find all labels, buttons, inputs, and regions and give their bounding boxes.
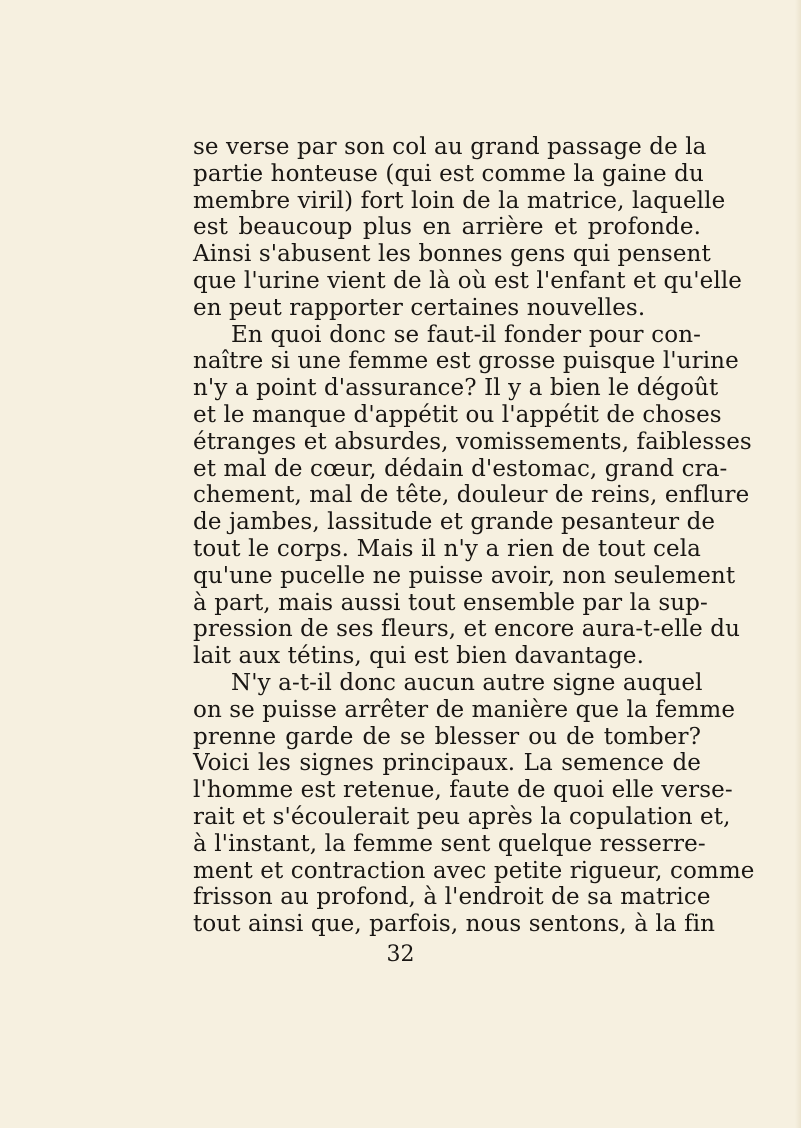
text-line: ment et contraction avec petite rigueur, comme (193, 857, 755, 884)
text-line: on se puisse arrêter de manière que la femme (193, 696, 736, 723)
text-line: chement, mal de tête, douleur de reins, enflure (193, 482, 750, 509)
text-line: N'y a-t-il donc aucun autre signe auquel (231, 669, 703, 696)
text-line: que l'urine vient de là où est l'enfant et qu'elle (193, 267, 742, 294)
text-line: est beaucoup plus en arrière et profonde. (193, 214, 701, 241)
text-line: rait et s'écoulerait peu après la copulation et, (193, 803, 731, 830)
text-line: partie honteuse (qui est comme la gaine du (193, 160, 704, 187)
text-line: pression de ses fleurs, et encore aura-t-elle du (193, 616, 740, 643)
body-text (193, 134, 755, 938)
text-line: l'homme est retenue, faute de quoi elle verse- (193, 777, 733, 804)
text-line: frisson au profond, à l'endroit de sa matrice (193, 884, 711, 911)
text-line: tout ainsi que, parfois, nous sentons, à la fin (193, 911, 716, 938)
text-line: étranges et absurdes, vomissements, faiblesses (193, 428, 752, 455)
text-line: Ainsi s'abusent les bonnes gens qui pensent (193, 241, 711, 268)
text-line: lait aux tétins, qui est bien davantage. (193, 643, 645, 670)
text-line: se verse par son col au grand passage de la (193, 134, 707, 160)
text-line: de jambes, lassitude et grande pesanteur de (193, 509, 716, 536)
text-line: naître si une femme est grosse puisque l'urine (193, 348, 739, 375)
text-line: et mal de cœur, dédain d'estomac, grand cra- (193, 455, 728, 482)
text-line: à l'instant, la femme sent quelque resserre- (193, 830, 706, 857)
text-line: en peut rapporter certaines nouvelles. (193, 294, 646, 321)
text-line: prenne garde de se blesser ou de tomber? (193, 723, 701, 750)
text-line: membre viril) fort loin de la matrice, laquelle (193, 187, 726, 214)
page-number: 32 (386, 942, 415, 967)
text-line: et le manque d'appétit ou l'appétit de choses (193, 401, 722, 428)
text-line: n'y a point d'assurance? Il y a bien le dégoût (193, 375, 719, 402)
text-line: En quoi donc se faut-il fonder pour con- (231, 321, 701, 348)
text-line: Voici les signes principaux. La semence de (193, 750, 701, 777)
text-line: qu'une pucelle ne puisse avoir, non seulement (193, 562, 736, 589)
text-line: tout le corps. Mais il n'y a rien de tout cela (193, 535, 701, 562)
text-line: à part, mais aussi tout ensemble par la sup- (193, 589, 708, 616)
